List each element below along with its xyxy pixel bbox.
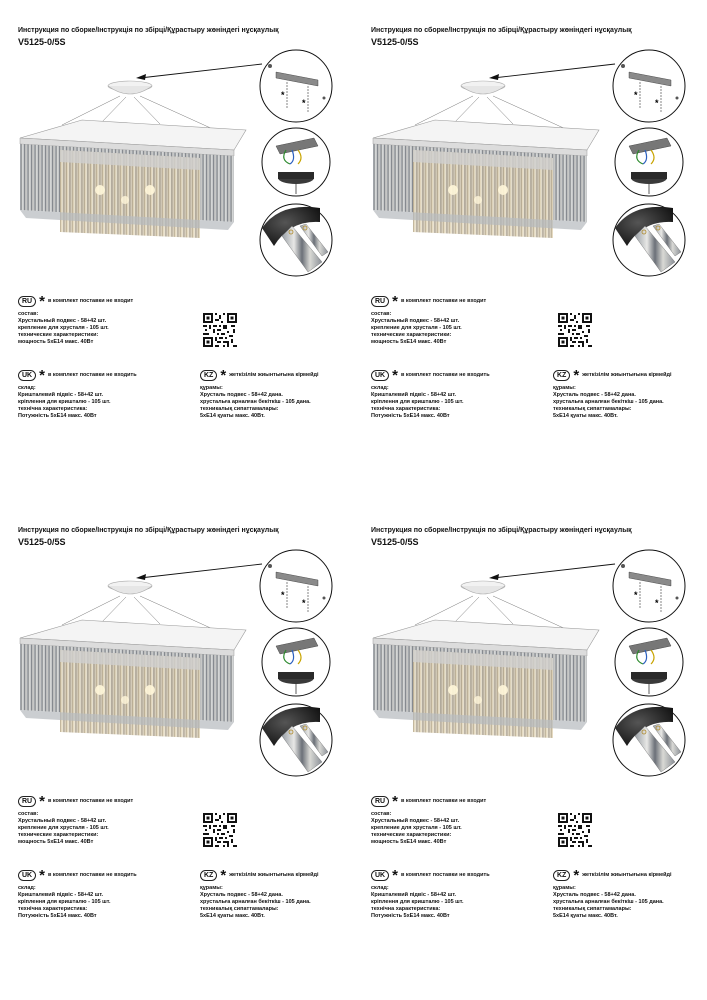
uk-line: Потужність 5хE14 макс. 40Вт — [18, 413, 97, 419]
asterisk-icon: * — [39, 792, 45, 810]
uk-line: кріплення для кришталю - 105 шт. — [18, 899, 111, 905]
ru-line: состав: — [18, 811, 39, 817]
kz-line: құрамы: — [200, 385, 223, 391]
kz-line: техникалық сипаттамалары: — [200, 406, 279, 412]
instruction-panel — [353, 500, 706, 1000]
ru-line: мощность 5хE14 макс. 40Вт — [371, 339, 447, 345]
uk-line: кріплення для кришталю - 105 шт. — [18, 399, 111, 405]
qr-code-icon — [558, 813, 592, 847]
kz-section — [200, 866, 319, 920]
kz-line: техникалық сипаттамалары: — [553, 406, 632, 412]
kz-note: жеткізілім жиынтығына кірмейді — [582, 372, 672, 378]
model-number: V5125-0/5S — [18, 537, 66, 547]
kz-line: 5хE14 қуаты макс. 40Вт. — [553, 913, 618, 919]
ru-section — [371, 792, 487, 846]
asterisk-icon: * — [392, 792, 398, 810]
ru-line: мощность 5хE14 макс. 40Вт — [18, 339, 94, 345]
ru-line: Хрустальный подвес - 58+42 шт. — [18, 318, 107, 324]
uk-section — [371, 866, 490, 920]
header-title: Инструкция по сборке/Інструкція по збірці/Құрастыру жөніндегі нұсқаулық — [18, 527, 279, 534]
kz-line: құрамы: — [553, 385, 576, 391]
uk-badge: UK — [18, 870, 36, 881]
uk-section — [18, 366, 137, 420]
asterisk-icon: * — [39, 866, 45, 884]
kz-note: жеткізілім жиынтығына кірмейді — [229, 872, 319, 878]
ru-badge: RU — [371, 296, 389, 307]
header-title: Инструкция по сборке/Інструкція по збірці/Құрастыру жөніндегі нұсқаулық — [18, 27, 279, 34]
uk-badge: UK — [371, 370, 389, 381]
ru-line: крепление для хрусталя - 105 шт. — [18, 825, 109, 831]
ru-line: Хрустальный подвес - 58+42 шт. — [371, 818, 460, 824]
instruction-panel — [0, 0, 353, 500]
uk-line: кріплення для кришталю - 105 шт. — [371, 399, 464, 405]
ru-section — [18, 292, 134, 346]
qr-code-icon — [558, 313, 592, 347]
kz-line: техникалық сипаттамалары: — [553, 906, 632, 912]
asterisk-icon: * — [220, 366, 227, 384]
kz-badge: KZ — [553, 370, 570, 381]
ru-line: крепление для хрусталя - 105 шт. — [371, 825, 462, 831]
uk-line: склад: — [371, 385, 389, 391]
ru-note: в комплект поставки не входит — [47, 298, 134, 304]
uk-line: кріплення для кришталю - 105 шт. — [371, 899, 464, 905]
ru-line: технические характеристики: — [18, 332, 99, 338]
kz-line: хрустальға арналған бекіткіш - 105 дана. — [200, 899, 311, 905]
ru-line: Хрустальный подвес - 58+42 шт. — [371, 318, 460, 324]
instruction-panel — [353, 0, 706, 500]
uk-note: в комплект поставки не входить — [400, 872, 490, 878]
ru-badge: RU — [18, 796, 36, 807]
ru-line: крепление для хрусталя - 105 шт. — [371, 325, 462, 331]
kz-line: Хрусталь подвес - 58+42 дана. — [553, 392, 636, 398]
ru-badge: RU — [371, 796, 389, 807]
uk-line: Кришталевий підвіс - 58+42 шт. — [18, 392, 104, 398]
ru-section — [18, 792, 134, 846]
uk-note: в комплект поставки не входить — [47, 372, 137, 378]
chandelier-illustration — [353, 500, 706, 780]
asterisk-icon: * — [573, 366, 580, 384]
kz-line: хрустальға арналған бекіткіш - 105 дана. — [553, 399, 664, 405]
uk-line: Кришталевий підвіс - 58+42 шт. — [371, 892, 457, 898]
kz-note: жеткізілім жиынтығына кірмейді — [582, 872, 672, 878]
kz-line: Хрусталь подвес - 58+42 дана. — [553, 892, 636, 898]
asterisk-icon: * — [392, 366, 398, 384]
qr-code-icon — [203, 813, 237, 847]
kz-line: 5хE14 қуаты макс. 40Вт. — [553, 413, 618, 419]
uk-line: склад: — [18, 885, 36, 891]
asterisk-icon: * — [392, 292, 398, 310]
ru-badge: RU — [18, 296, 36, 307]
kz-line: хрустальға арналған бекіткіш - 105 дана. — [553, 899, 664, 905]
kz-section — [553, 866, 672, 920]
kz-line: Хрусталь подвес - 58+42 дана. — [200, 892, 283, 898]
uk-line: Потужність 5хE14 макс. 40Вт — [371, 413, 450, 419]
uk-section — [18, 866, 137, 920]
uk-badge: UK — [371, 870, 389, 881]
ru-note: в комплект поставки не входит — [47, 798, 134, 804]
ru-line: технические характеристики: — [371, 832, 452, 838]
ru-line: мощность 5хE14 макс. 40Вт — [18, 839, 94, 845]
uk-line: технічна характеристика: — [371, 906, 441, 912]
uk-section — [371, 366, 490, 420]
uk-line: технічна характеристика: — [18, 406, 88, 412]
uk-line: склад: — [371, 885, 389, 891]
uk-note: в комплект поставки не входить — [47, 872, 137, 878]
uk-line: Потужність 5хE14 макс. 40Вт — [18, 913, 97, 919]
ru-note: в комплект поставки не входит — [400, 298, 487, 304]
ru-line: крепление для хрусталя - 105 шт. — [18, 325, 109, 331]
model-number: V5125-0/5S — [371, 537, 419, 547]
uk-line: склад: — [18, 385, 36, 391]
header-title: Инструкция по сборке/Інструкція по збірці/Құрастыру жөніндегі нұсқаулық — [371, 27, 632, 34]
chandelier-illustration — [353, 0, 706, 280]
ru-line: состав: — [371, 811, 392, 817]
model-number: V5125-0/5S — [371, 37, 419, 47]
asterisk-icon: * — [39, 292, 45, 310]
qr-code-icon — [203, 313, 237, 347]
kz-line: хрустальға арналған бекіткіш - 105 дана. — [200, 399, 311, 405]
uk-line: Кришталевий підвіс - 58+42 шт. — [371, 392, 457, 398]
kz-line: Хрусталь подвес - 58+42 дана. — [200, 392, 283, 398]
header-title: Инструкция по сборке/Інструкція по збірці/Құрастыру жөніндегі нұсқаулық — [371, 527, 632, 534]
asterisk-icon: * — [392, 866, 398, 884]
uk-line: технічна характеристика: — [18, 906, 88, 912]
chandelier-illustration — [0, 500, 353, 780]
kz-line: техникалық сипаттамалары: — [200, 906, 279, 912]
uk-line: Кришталевий підвіс - 58+42 шт. — [18, 892, 104, 898]
uk-badge: UK — [18, 370, 36, 381]
instruction-panel — [0, 500, 353, 1000]
ru-line: технические характеристики: — [18, 832, 99, 838]
ru-section — [371, 292, 487, 346]
uk-line: технічна характеристика: — [371, 406, 441, 412]
uk-note: в комплект поставки не входить — [400, 372, 490, 378]
kz-badge: KZ — [200, 870, 217, 881]
ru-note: в комплект поставки не входит — [400, 798, 487, 804]
asterisk-icon: * — [39, 366, 45, 384]
chandelier-illustration — [0, 0, 353, 280]
kz-line: 5хE14 қуаты макс. 40Вт. — [200, 413, 265, 419]
kz-section — [553, 366, 672, 420]
asterisk-icon: * — [220, 866, 227, 884]
kz-line: құрамы: — [200, 885, 223, 891]
kz-line: 5хE14 қуаты макс. 40Вт. — [200, 913, 265, 919]
ru-line: технические характеристики: — [371, 332, 452, 338]
uk-line: Потужність 5хE14 макс. 40Вт — [371, 913, 450, 919]
ru-line: Хрустальный подвес - 58+42 шт. — [18, 818, 107, 824]
ru-line: состав: — [18, 311, 39, 317]
kz-section — [200, 366, 319, 420]
ru-line: мощность 5хE14 макс. 40Вт — [371, 839, 447, 845]
kz-line: құрамы: — [553, 885, 576, 891]
kz-badge: KZ — [200, 370, 217, 381]
kz-note: жеткізілім жиынтығына кірмейді — [229, 372, 319, 378]
ru-line: состав: — [371, 311, 392, 317]
asterisk-icon: * — [573, 866, 580, 884]
kz-badge: KZ — [553, 870, 570, 881]
model-number: V5125-0/5S — [18, 37, 66, 47]
